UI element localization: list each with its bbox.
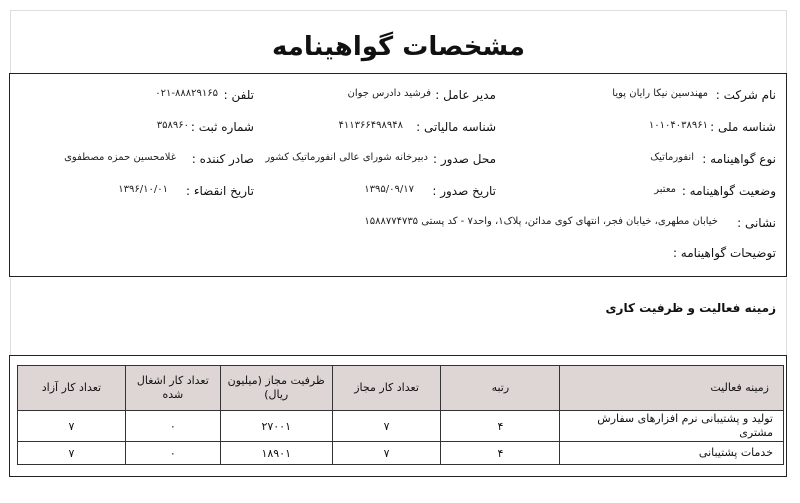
registration-number-value: ۳۵۸۹۶۰ [156,120,189,131]
header-rank: رتبه [441,366,560,411]
cell-busy-jobs: ۰ [125,442,220,465]
certificate-status-label: وضعیت گواهینامه : [681,184,776,198]
phone-label: تلفن : [223,88,254,102]
ceo-label: مدیر عامل : [435,88,496,102]
header-free-jobs: تعداد کار آزاد [18,366,126,411]
certificate-notes-label: توضیحات گواهینامه : [672,246,776,260]
ceo-value: فرشید دادرس جوان [347,88,431,99]
cell-allowed-jobs: ۷ [332,411,441,442]
phone-value: ۰۲۱-۸۸۸۲۹۱۶۵ [155,88,218,99]
issuer-label: صادر کننده : [191,152,254,166]
certificate-status-value: معتبر [654,184,676,195]
certificate-info-panel [9,73,787,277]
address-value: خیابان مطهری، خیابان فجر، انتهای کوی مدائن، پلاک۱، واحد۷ - کد پستی ۱۵۸۸۷۷۴۷۳۵ [364,216,718,227]
cell-capacity: ۲۷۰۰۱ [220,411,332,442]
table-row [18,411,784,442]
cell-busy-jobs: ۰ [125,411,220,442]
header-allowed-jobs: تعداد کار مجاز [332,366,441,411]
issuer-value: غلامحسین حمزه مصطفوی [64,152,176,163]
cell-allowed-jobs: ۷ [332,442,441,465]
title-box [10,10,787,73]
cell-rank: ۴ [441,411,560,442]
page-title: مشخصات گواهینامه [271,32,526,62]
national-id-value: ۱۰۱۰۴۰۳۸۹۶۱ [648,120,708,131]
expiry-date-value: ۱۳۹۶/۱۰/۰۱ [118,184,168,195]
tax-id-value: ۴۱۱۳۶۶۴۹۸۹۴۸ [338,120,403,131]
header-capacity: ظرفیت مجاز (میلیون ریال) [220,366,332,411]
activity-section-title: زمینه فعالیت و ظرفیت کاری [605,301,776,315]
cell-activity-field: خدمات پشتیبانی [560,442,784,465]
expiry-date-label: تاریخ انقضاء : [186,184,254,198]
activity-table-panel [9,355,787,477]
tax-id-label: شناسه مالیاتی : [416,120,496,134]
cell-capacity: ۱۸۹۰۱ [220,442,332,465]
cell-free-jobs: ۷ [18,411,126,442]
issue-place-label: محل صدور : [432,152,496,166]
table-header-row [18,366,784,411]
address-label: نشانی : [737,216,776,230]
header-activity-field: زمینه فعالیت [560,366,784,411]
cell-rank: ۴ [441,442,560,465]
certificate-type-value: انفورماتیک [650,152,694,163]
company-name-label: نام شرکت : [715,88,776,102]
activity-table [17,365,784,465]
company-name-value: مهندسین نیکا رایان پویا [612,88,708,99]
issue-place-value: دبیرخانه شورای عالی انفورماتیک کشور [265,152,428,163]
national-id-label: شناسه ملی : [710,120,776,134]
table-row [18,442,784,465]
cell-activity-field: تولید و پشتیبانی نرم افزارهای سفارش مشتری [560,411,784,442]
registration-number-label: شماره ثبت : [190,120,254,134]
cell-free-jobs: ۷ [18,442,126,465]
certificate-type-label: نوع گواهینامه : [702,152,776,166]
issue-date-value: ۱۳۹۵/۰۹/۱۷ [364,184,414,195]
issue-date-label: تاریخ صدور : [432,184,496,198]
activity-section-header [10,278,787,355]
header-busy-jobs: تعداد کار اشغال شده [125,366,220,411]
